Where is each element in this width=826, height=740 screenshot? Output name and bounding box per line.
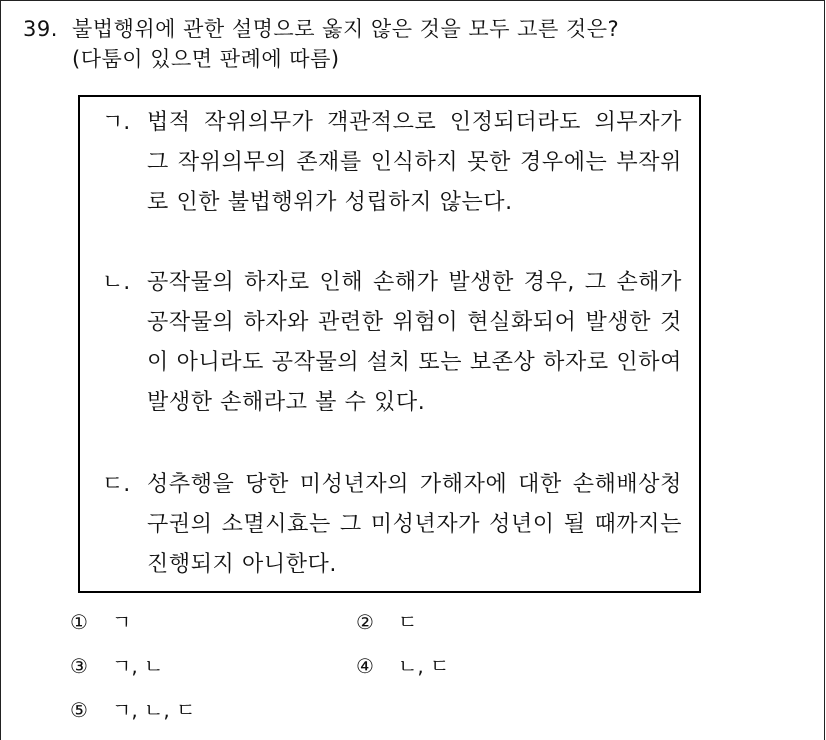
option-number: ⑤ [70,698,88,722]
statement-marker: ㄷ. [102,472,131,497]
option-number: ① [70,610,88,634]
option-number: ② [356,610,374,634]
question-subtitle: (다툼이 있으면 판례에 따름) [72,47,340,71]
option-2[interactable] [356,607,417,637]
option-text: ㄴ, ㄷ [398,654,450,678]
option-3[interactable] [70,651,163,681]
statement-marker: ㄴ. [102,270,131,295]
option-4[interactable] [356,651,449,681]
option-text: ㄱ, ㄴ, ㄷ [112,698,196,722]
question-title: 불법행위에 관한 설명으로 옳지 않은 것을 모두 고른 것은? [72,17,620,41]
statements-box [78,95,701,593]
statement-text: 공작물의 하자로 인해 손해가 발생한 경우, 그 손해가 공작물의 하자와 관련한 위험이 현실화되어 발생한 것이 아니라도 공작물의 설치 또는 보존상 하자로 인하여 발생한 손해라고 볼 수 있다. [147,270,682,415]
option-number: ④ [356,654,374,678]
option-text: ㄷ [398,610,418,634]
option-5[interactable] [70,695,195,725]
statement-text: 성추행을 당한 미성년자의 가해자에 대한 손해배상청구권의 소멸시효는 그 미성년자가 성년이 될 때까지는 진행되지 아니한다. [147,472,682,577]
question-title-line [23,14,619,44]
option-text: ㄱ, ㄴ [112,654,164,678]
statement-marker: ㄱ. [102,110,131,135]
question-number: 39. [23,17,58,41]
option-1[interactable] [70,607,131,637]
statement-text: 법적 작위의무가 객관적으로 인정되더라도 의무자가 그 작위의무의 존재를 인식하지 못한 경우에는 부작위로 인한 불법행위가 성립하지 않는다. [147,110,682,215]
statement-2 [102,263,682,423]
option-number: ③ [70,654,88,678]
option-text: ㄱ [112,610,132,634]
statement-1 [102,103,682,223]
statement-3 [102,465,682,585]
